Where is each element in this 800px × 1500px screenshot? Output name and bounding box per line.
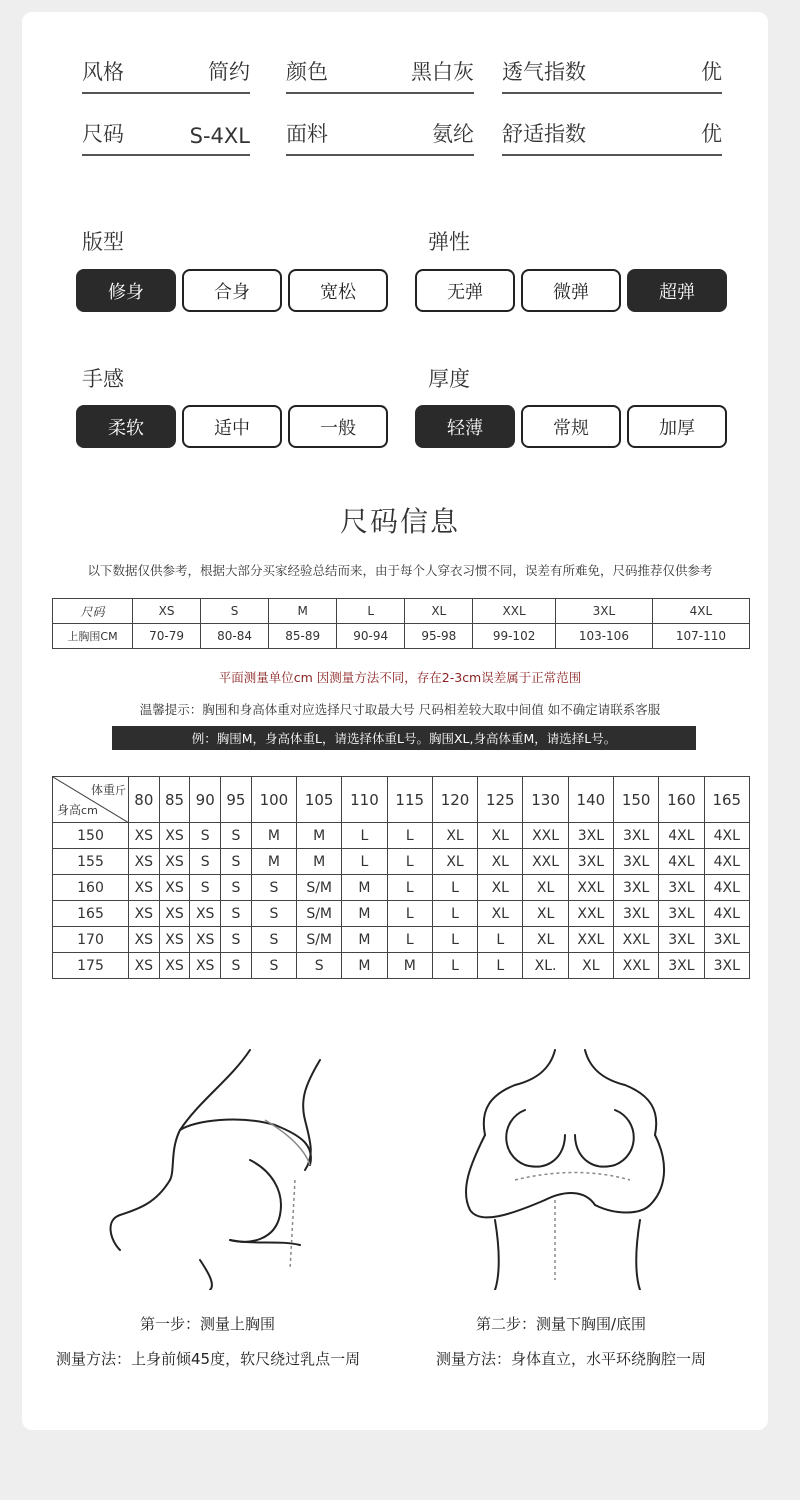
size-cell: L (478, 953, 523, 979)
attr-label: 面料 (286, 122, 328, 146)
size-cell: 4XL (659, 823, 704, 849)
size-cell: S/M (297, 875, 342, 901)
chest-cell: 80-84 (201, 624, 269, 649)
size-cell: XL (478, 849, 523, 875)
fit-option-slim[interactable]: 修身 (76, 269, 176, 312)
chest-cell: 95-98 (405, 624, 473, 649)
step1-measure-illustration (100, 1040, 380, 1290)
size-cell: 4XL (704, 849, 749, 875)
table-row (53, 849, 750, 875)
weight-header: 90 (190, 777, 221, 823)
attr-value: 优 (701, 60, 722, 84)
attr-label: 舒适指数 (502, 122, 586, 146)
height-cell: 160 (53, 875, 129, 901)
fit-option-loose[interactable]: 宽松 (288, 269, 388, 312)
chest-cell: 85-89 (269, 624, 337, 649)
weight-header: 120 (432, 777, 477, 823)
chest-size-table (52, 598, 750, 649)
size-cell: S (190, 849, 221, 875)
size-cell: 3XL (659, 875, 704, 901)
elasticity-option-slight[interactable]: 微弹 (521, 269, 621, 312)
chest-cell: 103-106 (555, 624, 652, 649)
feel-option-normal[interactable]: 一般 (288, 405, 388, 448)
size-cell: L (387, 823, 432, 849)
size-cell: L (387, 875, 432, 901)
size-cell: S (221, 953, 252, 979)
size-cell: XL (568, 953, 613, 979)
table-row (53, 823, 750, 849)
feel-title: 手感 (82, 367, 124, 391)
step1-title: 第一步：测量上胸围 (140, 1315, 276, 1333)
weight-header: 100 (251, 777, 296, 823)
elasticity-title: 弹性 (428, 230, 470, 254)
size-cell: L (432, 875, 477, 901)
size-cell: L (387, 849, 432, 875)
size-cell: 3XL (614, 875, 659, 901)
size-cell: S (190, 823, 221, 849)
step2-method: 测量方法：身体直立，水平环绕胸腔一周 (436, 1350, 707, 1368)
attr-label: 颜色 (286, 60, 328, 84)
size-cell: 3XL (704, 953, 749, 979)
size-cell: XS (190, 901, 221, 927)
size-info-heading: 尺码信息 (339, 505, 460, 538)
size-cell: XXL (568, 875, 613, 901)
chest-row (53, 624, 750, 649)
size-cell: XS (129, 927, 160, 953)
attr-value: 简约 (208, 60, 250, 84)
attr-value: S-4XL (189, 124, 250, 148)
size-cell: XL (478, 875, 523, 901)
size-cell: 3XL (659, 927, 704, 953)
attr-style (82, 58, 250, 94)
size-cell: M (342, 927, 387, 953)
thickness-option-thick[interactable]: 加厚 (627, 405, 727, 448)
attr-breathability (502, 58, 722, 94)
size-cell: XL (432, 849, 477, 875)
size-cell: XS (133, 599, 201, 624)
elasticity-option-none[interactable]: 无弹 (415, 269, 515, 312)
size-tip: 温馨提示：胸围和身高体重对应选择尺寸取最大号 尺码相差较大取中间值 如不确定请联系客服 (139, 702, 661, 717)
size-cell: L (432, 901, 477, 927)
weight-header: 105 (297, 777, 342, 823)
size-cell: 3XL (614, 901, 659, 927)
size-cell: M (342, 875, 387, 901)
size-cell: XS (190, 953, 221, 979)
size-cell: 4XL (704, 823, 749, 849)
size-cell: XXL (523, 823, 568, 849)
weight-header: 85 (159, 777, 190, 823)
size-cell: 3XL (659, 901, 704, 927)
weight-header: 115 (387, 777, 432, 823)
size-cell: L (478, 927, 523, 953)
weight-header: 110 (342, 777, 387, 823)
size-cell: S (221, 901, 252, 927)
attr-label: 风格 (82, 60, 124, 84)
fit-title: 版型 (82, 230, 124, 254)
size-cell: 3XL (568, 849, 613, 875)
size-cell: XS (159, 927, 190, 953)
size-cell: XS (159, 901, 190, 927)
size-cell: XS (159, 849, 190, 875)
size-cell: 3XL (614, 849, 659, 875)
height-weight-table (52, 776, 750, 979)
height-cell: 175 (53, 953, 129, 979)
size-cell: XL (523, 875, 568, 901)
attr-value: 优 (701, 122, 722, 146)
size-cell: M (297, 849, 342, 875)
height-cell: 150 (53, 823, 129, 849)
weight-header: 150 (614, 777, 659, 823)
size-cell: L (432, 927, 477, 953)
size-cell: XL (432, 823, 477, 849)
thickness-option-thin[interactable]: 轻薄 (415, 405, 515, 448)
corner-weight-label: 体重斤 (90, 783, 126, 797)
size-cell: M (342, 953, 387, 979)
elasticity-option-super[interactable]: 超弹 (627, 269, 727, 312)
size-cell: S (221, 927, 252, 953)
size-cell: L (432, 953, 477, 979)
size-cell: XS (159, 875, 190, 901)
size-cell: S (251, 901, 296, 927)
size-cell: 4XL (704, 901, 749, 927)
table-row (53, 953, 750, 979)
attr-fabric (286, 120, 474, 156)
chest-cell: 70-79 (133, 624, 201, 649)
size-cell: XXL (614, 927, 659, 953)
attr-label: 尺码 (82, 122, 124, 146)
size-cell: XXL (568, 901, 613, 927)
fit-option-regular[interactable]: 合身 (182, 269, 282, 312)
attr-size (82, 120, 250, 156)
attr-value: 黑白灰 (411, 60, 474, 84)
thickness-option-regular[interactable]: 常规 (521, 405, 621, 448)
size-cell: 3XL (568, 823, 613, 849)
size-cell: 4XL (704, 875, 749, 901)
table-row (53, 927, 750, 953)
feel-option-soft[interactable]: 柔软 (76, 405, 176, 448)
size-cell: M (297, 823, 342, 849)
chest-cell: 99-102 (473, 624, 556, 649)
weight-header: 165 (704, 777, 749, 823)
row-label: 上胸围CM (53, 624, 133, 649)
size-row (53, 599, 750, 624)
size-cell: S (190, 875, 221, 901)
size-cell: S (221, 849, 252, 875)
size-cell: M (251, 823, 296, 849)
chest-cell: 90-94 (337, 624, 405, 649)
size-cell: XL (478, 823, 523, 849)
size-cell: L (337, 599, 405, 624)
step2-title: 第二步：测量下胸围/底围 (476, 1315, 647, 1333)
weight-header: 140 (568, 777, 613, 823)
step2-measure-illustration (455, 1040, 685, 1290)
height-cell: 170 (53, 927, 129, 953)
size-cell: M (342, 901, 387, 927)
size-cell: XL (405, 599, 473, 624)
height-cell: 165 (53, 901, 129, 927)
size-cell: L (342, 823, 387, 849)
size-cell: 4XL (652, 599, 749, 624)
size-cell: S (221, 875, 252, 901)
size-cell: M (251, 849, 296, 875)
size-cell: S/M (297, 927, 342, 953)
size-cell: XS (159, 953, 190, 979)
size-cell: XXL (473, 599, 556, 624)
size-cell: S (221, 823, 252, 849)
size-cell: 3XL (614, 823, 659, 849)
corner-height-label: 身高cm (57, 803, 98, 817)
size-cell: S (297, 953, 342, 979)
size-cell: XXL (523, 849, 568, 875)
weight-header: 125 (478, 777, 523, 823)
thickness-title: 厚度 (428, 367, 470, 391)
size-cell: 3XL (659, 953, 704, 979)
size-cell: XL (478, 901, 523, 927)
attr-value: 氨纶 (432, 122, 474, 146)
feel-option-medium[interactable]: 适中 (182, 405, 282, 448)
size-cell: L (387, 927, 432, 953)
table-corner (53, 777, 129, 823)
measure-note: 平面测量单位cm 因测量方法不同，存在2-3cm误差属于正常范围 (218, 670, 582, 685)
size-cell: 3XL (704, 927, 749, 953)
size-cell: XL (523, 927, 568, 953)
size-cell: S (251, 927, 296, 953)
size-cell: XS (190, 927, 221, 953)
table-row (53, 901, 750, 927)
size-cell: XXL (568, 927, 613, 953)
size-cell: XS (129, 953, 160, 979)
size-cell: L (342, 849, 387, 875)
attr-comfort (502, 120, 722, 156)
size-cell: XL (523, 901, 568, 927)
row-label: 尺码 (53, 599, 133, 624)
size-cell: 4XL (659, 849, 704, 875)
size-cell: S (251, 953, 296, 979)
size-cell: 3XL (555, 599, 652, 624)
size-cell: S/M (297, 901, 342, 927)
weight-header: 95 (221, 777, 252, 823)
size-cell: M (387, 953, 432, 979)
size-disclaimer: 以下数据仅供参考，根据大部分买家经验总结而来，由于每个人穿衣习惯不同，误差有所难免，尺码推荐仅供参考 (87, 563, 713, 578)
height-cell: 155 (53, 849, 129, 875)
weight-header: 130 (523, 777, 568, 823)
weight-header: 80 (129, 777, 160, 823)
size-example-banner: 例：胸围M，身高体重L，请选择体重L号。胸围XL,身高体重M，请选择L号。 (112, 726, 696, 750)
size-cell: L (387, 901, 432, 927)
table-row (53, 875, 750, 901)
weight-header: 160 (659, 777, 704, 823)
size-cell: XS (129, 875, 160, 901)
size-cell: XS (129, 823, 160, 849)
weight-header-row (53, 777, 750, 823)
attr-color (286, 58, 474, 94)
size-cell: XXL (614, 953, 659, 979)
attr-label: 透气指数 (502, 60, 586, 84)
chest-cell: 107-110 (652, 624, 749, 649)
size-cell: M (269, 599, 337, 624)
size-cell: S (201, 599, 269, 624)
step1-method: 测量方法：上身前倾45度，软尺绕过乳点一周 (56, 1350, 361, 1368)
size-cell: XL. (523, 953, 568, 979)
size-cell: XS (159, 823, 190, 849)
size-cell: XS (129, 901, 160, 927)
size-cell: S (251, 875, 296, 901)
size-cell: XS (129, 849, 160, 875)
